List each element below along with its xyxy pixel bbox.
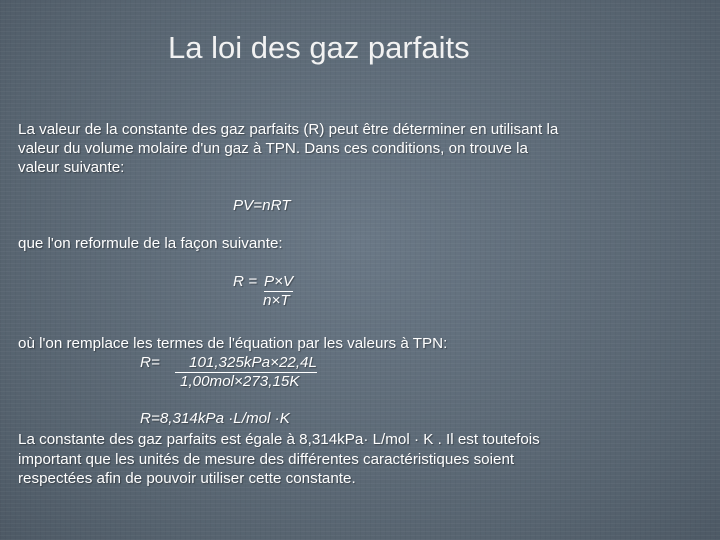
intro-line-3: valeur suivante: bbox=[18, 159, 125, 176]
conclusion-line-3: respectées afin de pouvoir utiliser cette constante. bbox=[18, 470, 356, 487]
equation-tpn-denominator: 1,00mol×273,15K bbox=[180, 373, 300, 390]
equation-ideal-gas: PV=nRT bbox=[233, 197, 291, 214]
conclusion-line-2: important que les unités de mesure des différentes caractéristiques soient bbox=[18, 451, 515, 468]
result-value: R=8,314kPa ·L/mol ·K bbox=[140, 410, 290, 427]
reformulate-text: que l'on reformule de la façon suivante: bbox=[18, 235, 283, 252]
replace-text: où l'on remplace les termes de l'équation par les valeurs à TPN: bbox=[18, 335, 448, 352]
intro-line-1: La valeur de la constante des gaz parfaits (R) peut être déterminer en utilisant la bbox=[18, 121, 559, 138]
intro-line-2: valeur du volume molaire d'un gaz à TPN. Dans ces conditions, on trouve la bbox=[18, 140, 528, 157]
slide-title: La loi des gaz parfaits bbox=[168, 30, 470, 65]
conclusion-line-1: La constante des gaz parfaits est égale à 8,314kPa· L/mol · K . Il est toutefois bbox=[18, 431, 540, 448]
equation-r-lhs: R = bbox=[233, 273, 258, 290]
equation-tpn-numerator: 101,325kPa×22,4L bbox=[175, 353, 317, 373]
equation-r-denominator: n×T bbox=[263, 292, 290, 309]
equation-tpn-lhs: R= bbox=[140, 354, 160, 371]
equation-r-numerator: P×V bbox=[264, 273, 294, 290]
